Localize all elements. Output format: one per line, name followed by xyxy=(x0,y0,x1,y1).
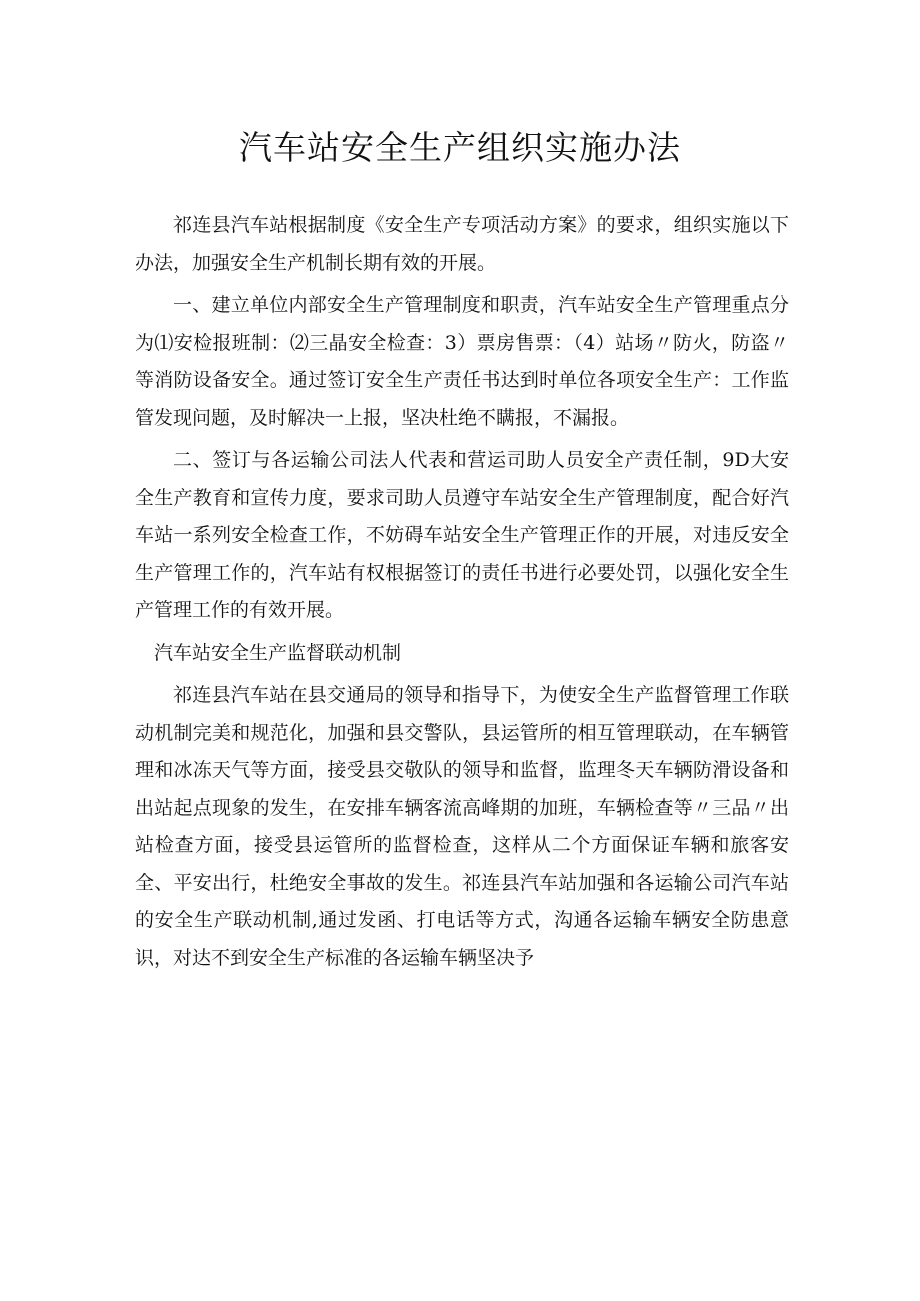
paragraph-intro: 祁连县汽车站根据制度《安全生产专项活动方案》的要求，组织实施以下办法，加强安全生产机制长期有效的开展。 xyxy=(135,214,789,274)
paragraph-section-one: 一、建立单位内部安全生产管理制度和职责，汽车站安全生产管理重点分为⑴安检报班制：⑵三晶安全检查：3）票房售票：（4）站场〃防火，防盗〃等消防设备安全。通过签订安全生产责任书达到时单位各项安全生产：工作监管发现问题，及时解决一上报，坚决杜绝不瞒报，不漏报。 xyxy=(135,294,789,429)
section-heading: 汽车站安全生产监督联动机制 xyxy=(154,641,402,664)
document-body xyxy=(135,207,789,982)
document-title: 汽车站安全生产组织实施办法 xyxy=(239,128,681,167)
paragraph-linkage-mechanism: 祁连县汽车站在县交通局的领导和指导下，为使安全生产监督管理工作联动机制完美和规范化，加强和县交警队，县运管所的相互管理联动，在车辆管理和冰冻天气等方面，接受县交敬队的领导和监督，监理冬天车辆防滑设备和出站起点现象的发生，在安排车辆客流高峰期的加班，车辆检查等〃三品〃出站检查方面，接受县运管所的监督检查，这样从二个方面保证车辆和旅客安全、平安出行，杜绝安全事故的发生。祁连县汽车站加强和各运输公司汽车站的安全生产联动机制,通过发函、打电话等方式，沟通各运输车辆安全防患意识，对达不到安全生产标准的各运输车辆坚决予 xyxy=(135,684,789,969)
paragraph-section-two: 二、签订与各运输公司法人代表和营运司助人员安全产责任制，9D大安全生产教育和宣传力度，要求司助人员遵守车站安全生产管理制度，配合好汽车站一系列安全检查工作，不妨碍车站安全生产管理正作的开展，对违反安全生产管理工作的，汽车站有权根据签订的责任书进行必要处罚，以强化安全生产管理工作的有效开展。 xyxy=(135,449,789,621)
